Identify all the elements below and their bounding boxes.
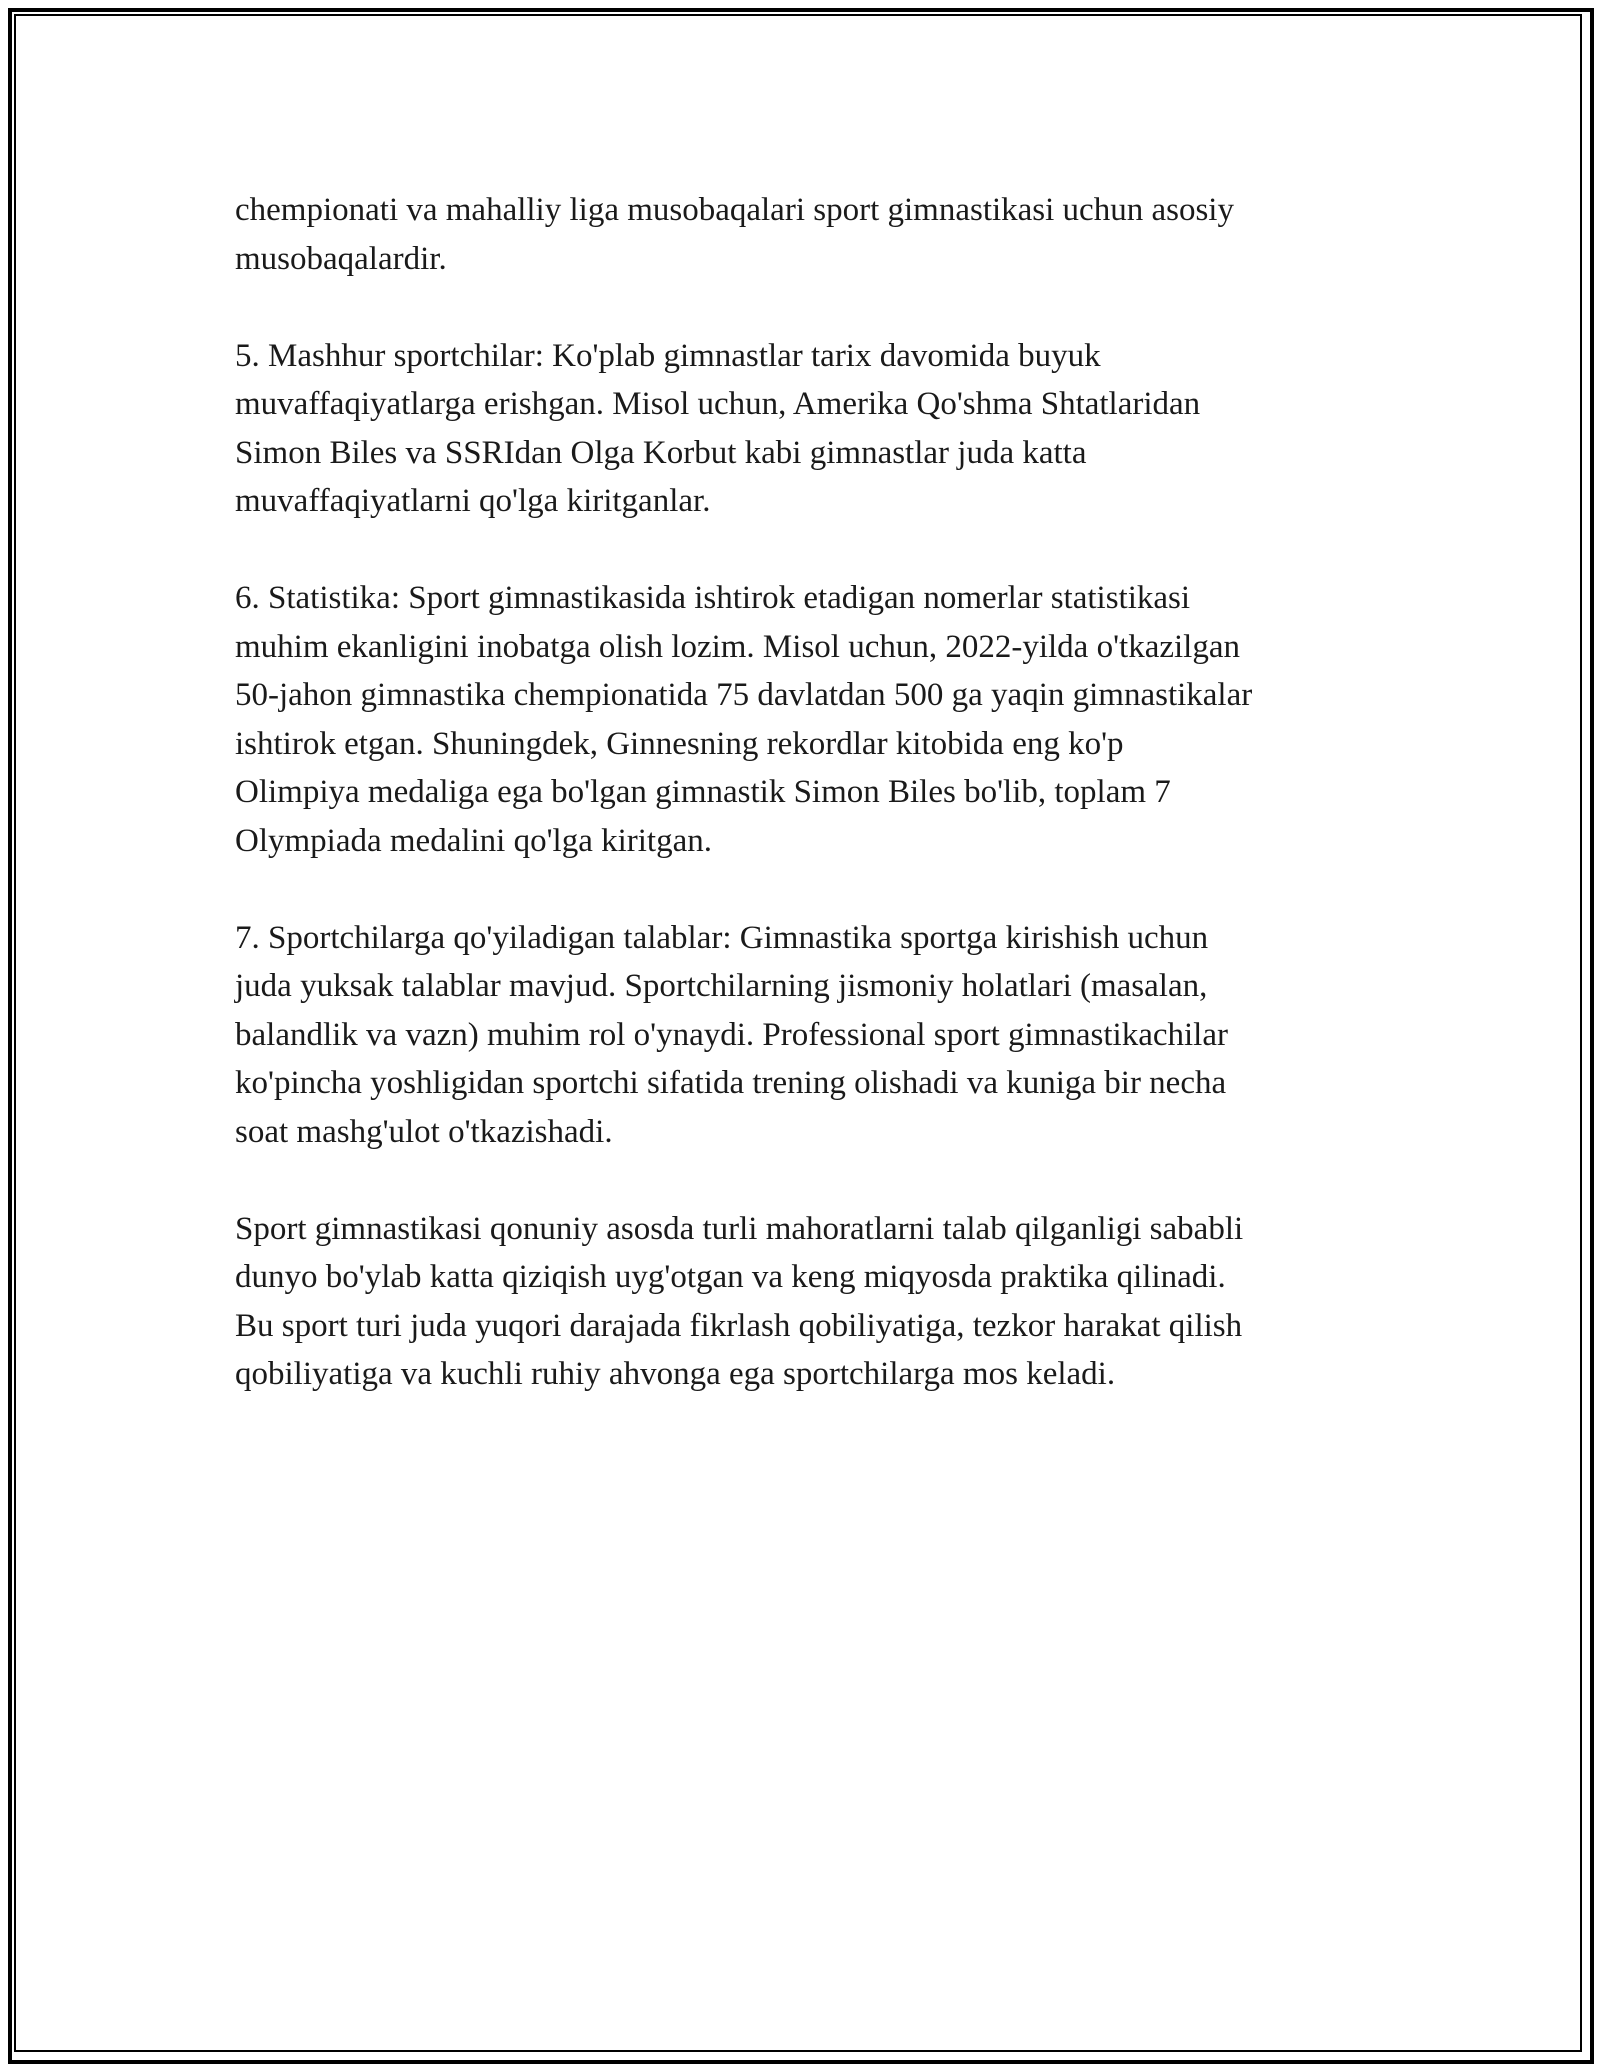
document-body	[235, 186, 1415, 1447]
paragraph-athlete-requirements: 7. Sportchilarga qo'yiladigan talablar: Gimnastika sportga kirishish uchun juda yuksak talablar mavjud. Sportchilarning jismoniy holatlari (masalan, balandlik va vazn) muhim rol o'ynaydi. Professional sport gimnastikachilar ko'pincha yoshligidan sportchi sifatida trening olishadi va kuniga bir necha soat mashg'ulot o'tkazishadi.	[235, 919, 1228, 1150]
paragraph-statistics: 6. Statistika: Sport gimnastikasida ishtirok etadigan nomerlar statistikasi muhim ekanligini inobatga olish lozim. Misol uchun, 2022-yilda o'tkazilgan 50-jahon gimnastika chempionatida 75 davlatdan 500 ga yaqin gimnastikalar ishtirok etgan. Shuningdek, Ginnesning rekordlar kitobida eng ko'p Olimpiya medaliga ega bo'lgan gimnastik Simon Biles bo'lib, toplam 7 Olympiada medalini qo'lga kiritgan.	[235, 580, 1253, 859]
paragraph-conclusion: Sport gimnastikasi qonuniy asosda turli mahoratlarni talab qilganligi sababli dunyo bo'ylab katta qiziqish uyg'otgan va keng miqyosda praktika qilinadi. Bu sport turi juda yuqori darajada fikrlash qobiliyatiga, tezkor harakat qilish qobiliyatiga va kuchli ruhiy ahvonga ega sportchilarga mos keladi.	[235, 1210, 1244, 1392]
paragraph-famous-athletes: 5. Mashhur sportchilar: Ko'plab gimnastlar tarix davomida buyuk muvaffaqiyatlarga erishgan. Misol uchun, Amerika Qo'shma Shtatlaridan Simon Biles va SSRIdan Olga Korbut kabi gimnastlar juda katta muvaffaqiyatlarni qo'lga kiritganlar.	[235, 337, 1201, 519]
paragraph-championships-continued: chempionati va mahalliy liga musobaqalari sport gimnastikasi uchun asosiy musobaqalardir.	[235, 192, 1234, 277]
